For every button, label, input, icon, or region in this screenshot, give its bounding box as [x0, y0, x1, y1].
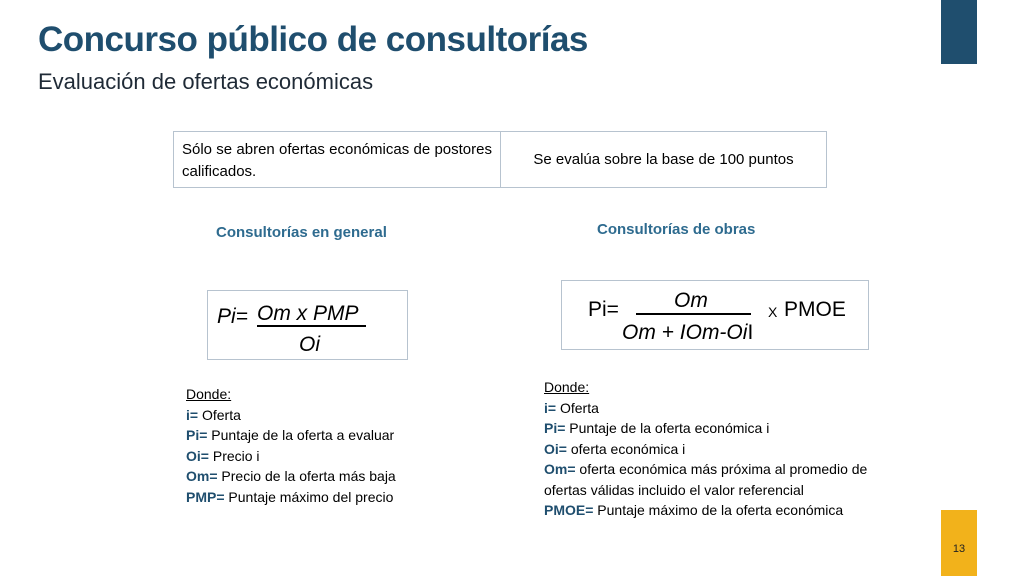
info-cell-right: Se evalúa sobre la base de 100 puntos: [533, 151, 794, 168]
legend-obras-item: Om= oferta económica más próxima al promedio de: [544, 461, 868, 477]
legend-general-item: PMP= Puntaje máximo del precio: [186, 488, 394, 505]
legend-general: [186, 384, 396, 507]
formula-obras-rhs: PMOE: [784, 298, 846, 321]
formula-obras-times: X: [768, 304, 778, 320]
legend-obras-donde: Donde:: [544, 379, 590, 395]
legend-general-item: Oi= Precio i: [186, 447, 260, 464]
accent-bar-top: [941, 0, 977, 64]
legend-obras-item: Pi= Puntaje de la oferta económica i: [544, 420, 770, 436]
formula-general-fraction-line: [257, 325, 366, 327]
legend-obras: [544, 377, 867, 521]
legend-obras-item: PMOE= Puntaje máximo de la oferta económica: [544, 502, 844, 518]
legend-general-item: Pi= Puntaje de la oferta a evaluar: [186, 427, 395, 443]
info-cell-left: Sólo se abren ofertas económicas de postores calificados.: [174, 132, 501, 187]
heading-general: Consultorías en general: [216, 224, 387, 241]
formula-general-denominator: Oi: [299, 333, 320, 356]
formula-obras-fraction-line: [636, 313, 751, 315]
page-number: 13: [952, 543, 966, 555]
legend-obras-item: ofertas válidas incluido el valor referencial: [544, 481, 804, 498]
legend-obras-item: Oi= oferta económica i: [544, 440, 686, 457]
formula-obras-numerator: Om: [674, 289, 708, 312]
formula-general-numerator: Om x PMP: [257, 302, 359, 325]
info-table: [173, 131, 827, 188]
formula-box-general: [207, 290, 408, 360]
heading-obras: Consultorías de obras: [597, 221, 756, 238]
page-title: Concurso público de consultorías: [38, 20, 588, 59]
formula-box-obras: [561, 280, 869, 350]
formula-general-lhs: Pi=: [217, 305, 248, 328]
legend-general-item: i= Oferta: [186, 406, 241, 423]
formula-obras-denominator: Om + IOm-OiI: [622, 321, 754, 344]
formula-obras-lhs: Pi=: [588, 298, 619, 321]
legend-general-donde: Donde:: [186, 386, 232, 402]
page-subtitle: Evaluación de ofertas económicas: [38, 69, 374, 94]
legend-obras-item: i= Oferta: [544, 399, 599, 416]
legend-general-item: Om= Precio de la oferta más baja: [186, 468, 396, 484]
